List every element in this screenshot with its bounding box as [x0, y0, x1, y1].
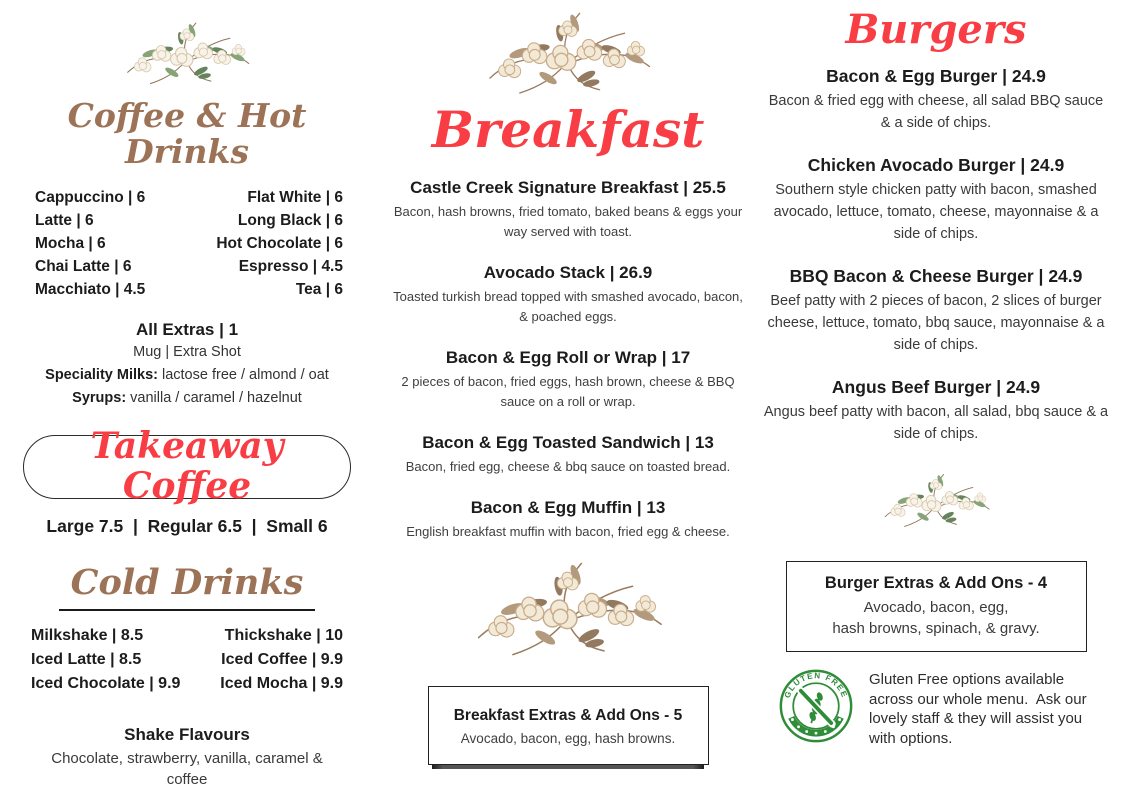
menu-item: Thickshake | 10: [224, 626, 343, 644]
item-name: Bacon & Egg Muffin | 13: [470, 498, 666, 517]
breakfast-extras-box: [428, 686, 709, 765]
milks-label: Speciality Milks:: [45, 366, 158, 383]
floral-decoration-icon: [458, 0, 678, 108]
menu-item: Espresso | 4.5: [238, 257, 343, 275]
column-breakfast: [393, 0, 743, 769]
item-name: Bacon & Egg Toasted Sandwich | 13: [422, 433, 714, 452]
extras-box-desc-line: hash browns, spinach, & gravy.: [832, 620, 1040, 637]
section-title-coffee-hot-drinks: Coffee & Hot Drinks: [67, 96, 307, 172]
menu-item-block: [393, 346, 743, 412]
all-extras-title: All Extras | 1: [135, 319, 239, 339]
item-description: Angus beef patty with bacon, all salad, bbq sauce & a side of chips.: [763, 404, 1109, 442]
menu-item: Tea | 6: [295, 280, 343, 298]
extras-box-desc: [791, 597, 1082, 639]
item-description: Beef patty with 2 pieces of bacon, 2 slices of burger cheese, lettuce, tomato, bbq sauce, mayonnaise & a side of chips.: [767, 293, 1105, 353]
takeaway-coffee-badge: [23, 425, 351, 507]
item-description: Bacon, hash browns, fried tomato, baked beans & eggs your way served with toast.: [393, 204, 743, 239]
item-description: Bacon & fried egg with cheese, all salad BBQ sauce & a side of chips.: [768, 93, 1104, 131]
column-coffee: [22, 0, 352, 790]
burger-extras-box: [786, 561, 1087, 652]
syrups-value: vanilla / caramel / hazelnut: [130, 389, 302, 406]
item-description: Bacon, fried egg, cheese & bbq sauce on toasted bread.: [405, 459, 731, 474]
menu-item: Iced Latte | 8.5: [31, 650, 142, 668]
milks-value: lactose free / almond / oat: [161, 366, 329, 383]
menu-item-row: [35, 278, 343, 301]
menu-item-block: [762, 375, 1110, 445]
menu-item-block: [393, 176, 743, 242]
item-name: Avocado Stack | 26.9: [483, 263, 653, 282]
gluten-free-badge-icon: [778, 668, 854, 744]
gluten-free-badge-label: GLUTEN FREE: [782, 671, 850, 700]
menu-item: Flat White | 6: [247, 188, 343, 206]
menu-item: Chai Latte | 6: [35, 257, 132, 275]
all-extras-section: [22, 320, 352, 409]
item-name: Castle Creek Signature Breakfast | 25.5: [410, 178, 726, 197]
bottom-accent-bar: [432, 765, 704, 769]
menu-item: Latte | 6: [35, 211, 94, 229]
item-name: BBQ Bacon & Cheese Burger | 24.9: [789, 266, 1083, 286]
menu-item: Hot Chocolate | 6: [216, 234, 343, 252]
menu-item-block: [762, 64, 1110, 134]
floral-decoration-icon: [111, 13, 263, 95]
menu-item: Macchiato | 4.5: [35, 280, 146, 298]
menu-item: Milkshake | 8.5: [31, 626, 144, 644]
item-name: Chicken Avocado Burger | 24.9: [807, 155, 1065, 175]
menu-item-row: [35, 232, 343, 255]
menu-item-block: [393, 261, 743, 327]
menu-item: Cappuccino | 6: [35, 188, 146, 206]
extras-box-title: Breakfast Extras & Add Ons - 5: [453, 707, 683, 724]
menu-item-row: [31, 624, 343, 648]
item-description: Toasted turkish bread topped with smashed avocado, bacon, & poached eggs.: [393, 289, 743, 324]
extras-box-desc-line: Avocado, bacon, egg,: [863, 599, 1009, 616]
takeaway-sizes: Large 7.5 | Regular 6.5 | Small 6: [46, 515, 328, 536]
extras-line: [22, 388, 352, 409]
section-title-cold-drinks: Cold Drinks: [70, 561, 304, 603]
syrups-label: Syrups:: [72, 389, 127, 406]
item-description: 2 pieces of bacon, fried eggs, hash brown, cheese & BBQ sauce on a roll or wrap.: [401, 374, 735, 409]
menu-item-row: [31, 648, 343, 672]
menu-item-block: [762, 264, 1110, 356]
extras-box-desc: Avocado, bacon, egg, hash browns.: [460, 731, 676, 746]
extras-line: Mug | Extra Shot: [133, 343, 241, 360]
hot-drinks-list: [22, 186, 352, 301]
takeaway-coffee-title: Takeaway Coffee: [90, 425, 284, 507]
item-description: English breakfast muffin with bacon, fried egg & cheese.: [406, 524, 730, 539]
shake-flavours-desc: Chocolate, strawberry, vanilla, caramel & coffee: [51, 749, 323, 788]
item-name: Angus Beef Burger | 24.9: [831, 377, 1041, 397]
item-description: Southern style chicken patty with bacon, smashed avocado, lettuce, tomato, cheese, mayonnaise & a side of chips.: [773, 182, 1099, 242]
menu-item-block: [393, 431, 743, 477]
item-name: Bacon & Egg Burger | 24.9: [826, 66, 1046, 86]
column-burgers: [762, 0, 1110, 748]
floral-decoration-icon: [871, 461, 1001, 541]
floral-decoration-icon: [454, 548, 682, 672]
menu-item-row: [35, 186, 343, 209]
menu-item: Iced Chocolate | 9.9: [31, 674, 181, 692]
divider-line: [59, 609, 315, 611]
gluten-free-section: [762, 668, 1110, 748]
menu-item-row: [31, 672, 343, 696]
menu-item: Long Black | 6: [237, 211, 343, 229]
menu-item-block: [762, 153, 1110, 245]
gluten-free-note: Gluten Free options available across our whole menu. Ask our lovely staff & they will assist you with options.: [869, 671, 1091, 747]
extras-box-title: Burger Extras & Add Ons - 4: [824, 574, 1048, 592]
menu-item: Iced Coffee | 9.9: [221, 650, 343, 668]
item-name: Bacon & Egg Roll or Wrap | 17: [445, 348, 691, 367]
extras-line: [22, 365, 352, 386]
section-title-breakfast: Breakfast: [431, 100, 705, 159]
shake-flavours-title: Shake Flavours: [124, 724, 250, 744]
menu-item-row: [35, 255, 343, 278]
section-title-burgers: Burgers: [845, 6, 1027, 53]
cold-drinks-list: [22, 624, 352, 696]
menu-item: Iced Mocha | 9.9: [220, 674, 343, 692]
menu-item-block: [393, 496, 743, 542]
menu-item-row: [35, 209, 343, 232]
menu-item: Mocha | 6: [35, 234, 106, 252]
